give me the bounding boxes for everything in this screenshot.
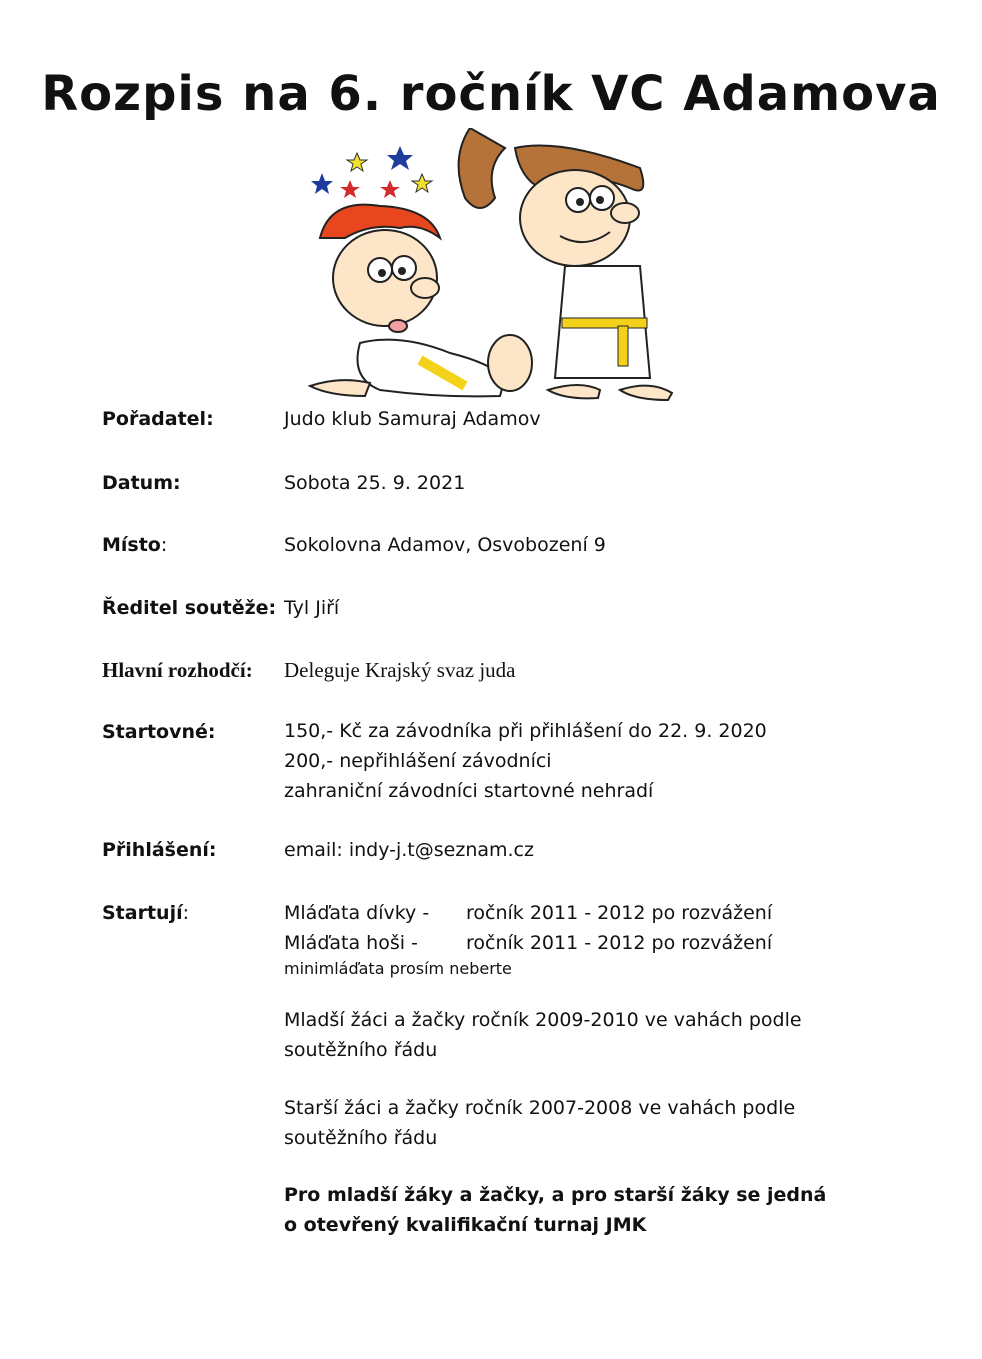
page-title: Rozpis na 6. ročník VC Adamova xyxy=(41,66,941,122)
misto-label-text: Místo xyxy=(102,534,161,556)
category-names xyxy=(284,898,429,958)
misto-label-colon: : xyxy=(160,534,168,556)
datum-label: Datum: xyxy=(102,472,181,494)
category-descs xyxy=(466,898,772,958)
rozhodci-value: Deleguje Krajský svaz juda xyxy=(284,658,516,682)
startuji-label-text: Startují xyxy=(102,902,183,924)
star-icon xyxy=(347,153,367,171)
star-icon xyxy=(412,174,432,192)
startovne-label: Startovné: xyxy=(102,721,216,743)
startuji-label-colon: : xyxy=(182,902,189,924)
judo-kids-cartoon-icon xyxy=(300,128,680,408)
prihlaseni-value: email: indy-j.t@seznam.cz xyxy=(284,839,534,861)
startovne-line: zahraniční závodníci startovné nehradí xyxy=(284,780,654,802)
startuji-note xyxy=(284,957,512,981)
final-paragraph: Pro mladší žáky a žačky, a pro starší žáky se jedná o otevřený kvalifikační turnaj JMK xyxy=(284,1184,827,1236)
rozhodci-label: Hlavní rozhodčí: xyxy=(102,658,253,682)
startovne-line: 200,- nepřihlášení závodníci xyxy=(284,750,552,772)
startuji-label xyxy=(102,902,189,924)
star-icon xyxy=(340,180,360,198)
starsi-paragraph: Starší žáci a žačky ročník 2007-2008 ve vahách podle soutěžního řádu xyxy=(284,1097,796,1149)
startovne-values xyxy=(284,716,767,806)
mladsi-paragraph: Mladší žáci a žačky ročník 2009-2010 ve vahách podle soutěžního řádu xyxy=(284,1009,802,1061)
category-name: Mláďata hoši - xyxy=(284,932,418,954)
category-desc: ročník 2011 - 2012 po rozvážení xyxy=(466,902,773,924)
category-desc: ročník 2011 - 2012 po rozvážení xyxy=(466,932,773,954)
note-text: minimláďata prosím neberte xyxy=(284,959,512,978)
reditel-value: Tyl Jiří xyxy=(284,597,340,619)
misto-value: Sokolovna Adamov, Osvobození 9 xyxy=(284,534,606,556)
startovne-line: 150,- Kč za závodníka při přihlášení do 22. 9. 2020 xyxy=(284,720,767,742)
star-icon xyxy=(380,180,400,198)
reditel-label: Ředitel soutěže: xyxy=(102,597,277,619)
misto-label xyxy=(102,534,167,556)
category-name: Mláďata dívky - xyxy=(284,902,430,924)
datum-value: Sobota 25. 9. 2021 xyxy=(284,472,466,494)
star-icon xyxy=(311,173,333,194)
poradatel-value: Judo klub Samuraj Adamov xyxy=(284,408,541,430)
poradatel-label: Pořadatel: xyxy=(102,408,214,430)
star-icon xyxy=(387,146,413,170)
prihlaseni-label: Přihlášení: xyxy=(102,839,217,861)
